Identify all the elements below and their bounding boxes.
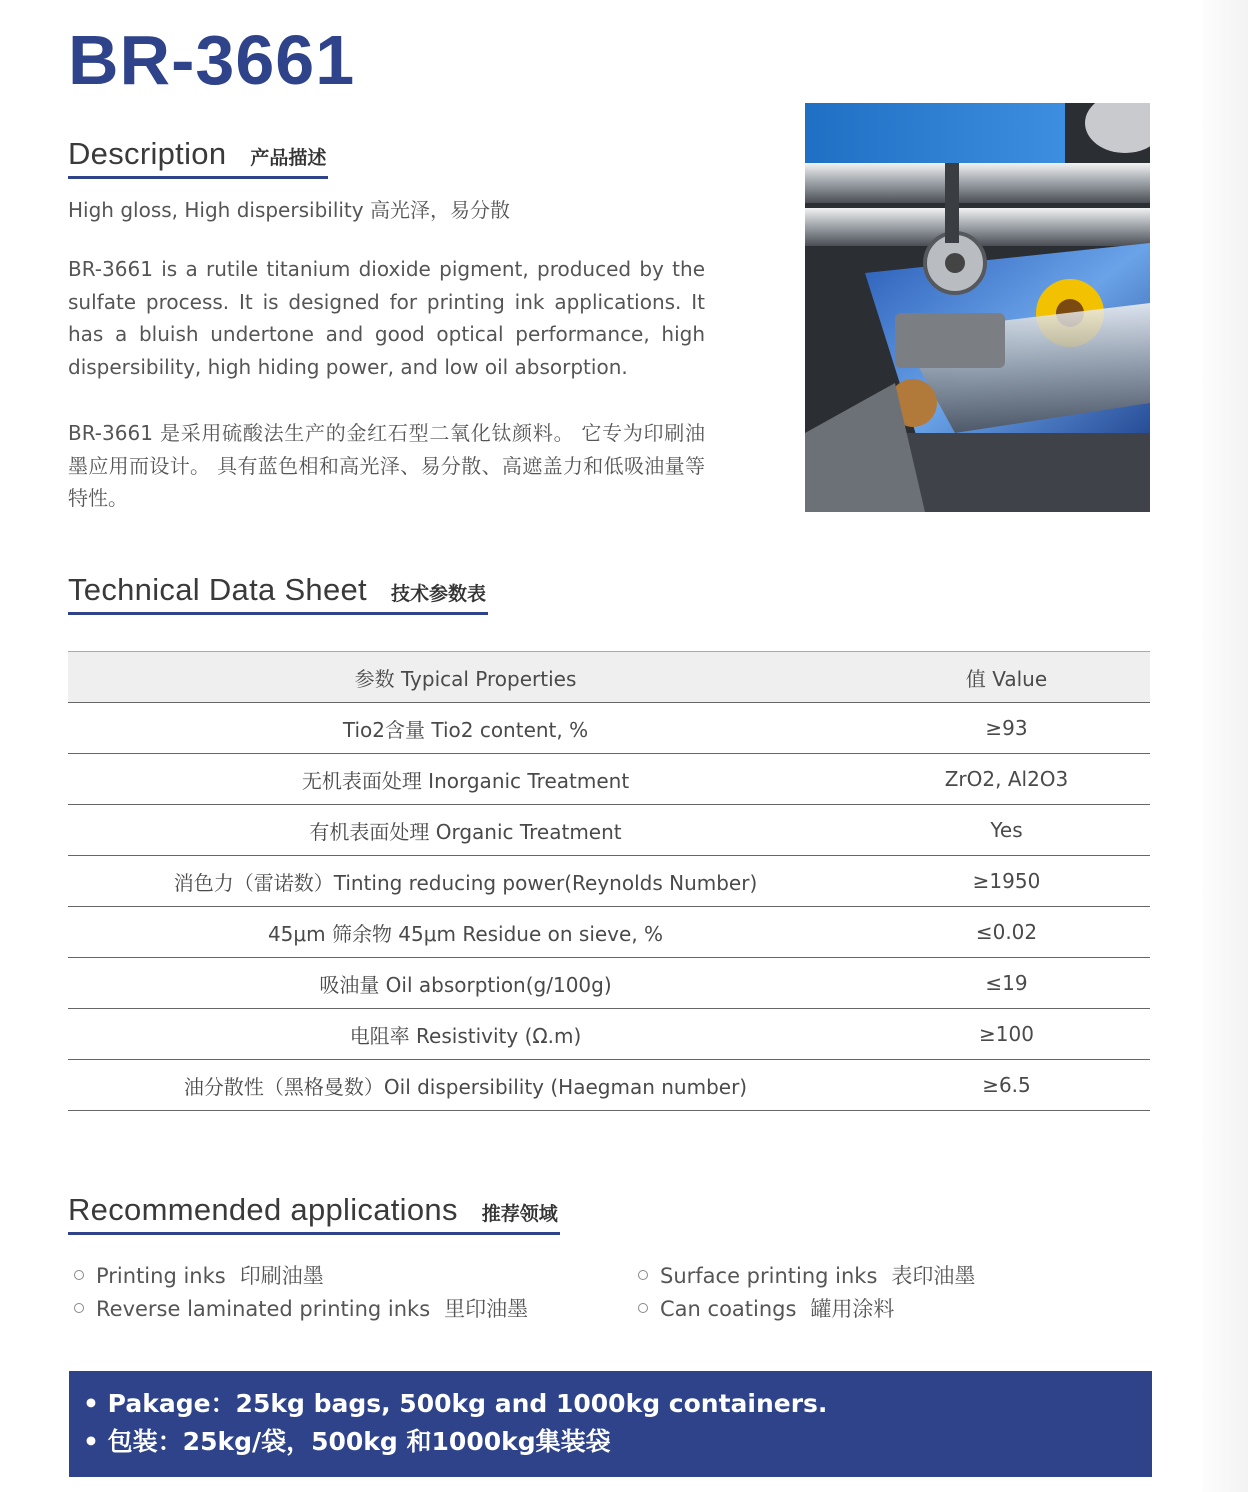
page-right-shadow [1202,0,1248,1492]
list-item: Can coatings 罐用涂料 [638,1293,894,1323]
printing-press-photo [805,103,1150,512]
product-title: BR-3661 [68,21,356,99]
description-heading-zh: 产品描述 [250,147,327,169]
list-item: Reverse laminated printing inks 里印油墨 [74,1293,528,1323]
circle-bullet-icon [74,1270,84,1280]
table-row [68,856,1150,907]
value-cell: ≥6.5 [863,1060,1150,1111]
applications-heading-en: Recommended applications [68,1192,458,1227]
list-item: Printing inks 印刷油墨 [74,1260,324,1290]
description-paragraph-en: BR-3661 is a rutile titanium dioxide pigment, produced by the sulfate process. It is designed for printing ink applications. It has a bluish undertone and good optical performance, high dispersibility, high hiding power, and low oil absorption. [68,257,705,379]
table-row [68,958,1150,1009]
tds-heading-zh: 技术参数表 [390,583,486,605]
technical-data-table [68,651,1150,1111]
table-row [68,1009,1150,1060]
property-cell: 电阻率 Resistivity (Ω.m) [68,1009,863,1060]
property-cell: 无机表面处理 Inorganic Treatment [68,754,863,805]
applications-heading-zh: 推荐领域 [481,1203,558,1225]
value-cell: ZrO2, Al2O3 [863,754,1150,805]
property-cell: 消色力（雷诺数）Tinting reducing power(Reynolds Number) [68,856,863,907]
list-item: Surface printing inks 表印油墨 [638,1260,975,1290]
value-cell: ≤0.02 [863,907,1150,958]
package-line-en: • Pakage：25kg bags, 500kg and 1000kg containers. [83,1389,828,1418]
applications-heading [68,1192,560,1235]
table-row [68,805,1150,856]
package-banner [69,1371,1152,1477]
property-cell: 有机表面处理 Organic Treatment [68,805,863,856]
circle-bullet-icon [638,1270,648,1280]
property-cell: 吸油量 Oil absorption(g/100g) [68,958,863,1009]
value-cell: Yes [863,805,1150,856]
table-row [68,907,1150,958]
package-line-zh: • 包装：25kg/袋，500kg 和1000kg集装袋 [83,1427,611,1456]
circle-bullet-icon [638,1303,648,1313]
tds-heading-en: Technical Data Sheet [68,572,367,607]
property-cell: 45μm 筛余物 45μm Residue on sieve, % [68,907,863,958]
property-cell: Tio2含量 Tio2 content, % [68,703,863,754]
value-cell: ≥1950 [863,856,1150,907]
table-row [68,754,1150,805]
value-cell: ≥100 [863,1009,1150,1060]
table-row [68,703,1150,754]
property-cell: 油分散性（黑格曼数）Oil dispersibility (Haegman number) [68,1060,863,1111]
description-heading-en: Description [68,136,227,171]
value-cell: ≥93 [863,703,1150,754]
table-header-row [68,652,1150,703]
description-heading [68,136,328,179]
table-row [68,1060,1150,1111]
header-property: 参数 Typical Properties [68,652,863,703]
description-paragraph-zh: BR-3661 是采用硫酸法生产的金红石型二氧化钛颜料。 它专为印刷油墨应用而设计。 具有蓝色相和高光泽、易分散、高遮盖力和低吸油量等特性。 [68,421,705,510]
tds-heading [68,572,488,615]
description-tagline: High gloss, High dispersibility 高光泽，易分散 [68,198,510,222]
header-value: 值 Value [863,652,1150,703]
value-cell: ≤19 [863,958,1150,1009]
circle-bullet-icon [74,1303,84,1313]
